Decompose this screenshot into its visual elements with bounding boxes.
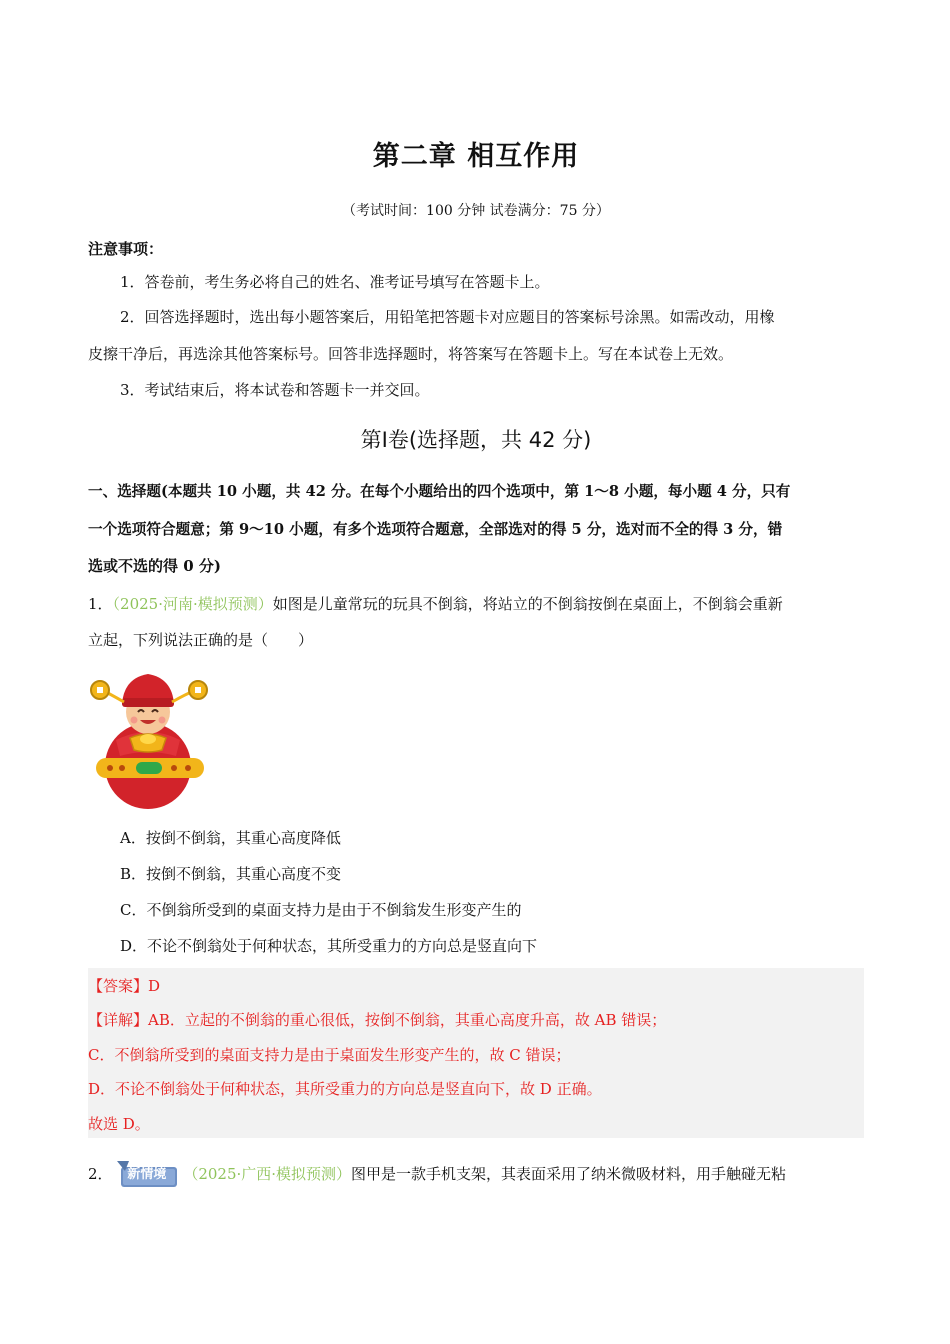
- answer-panel: [88, 968, 864, 1138]
- option-a: A．按倒不倒翁，其重心高度降低: [120, 829, 341, 847]
- question-1-stem-cont: 立起，下列说法正确的是（ ）: [88, 631, 314, 649]
- detail-line-3: D．不论不倒翁处于何种状态，其所受重力的方向总是竖直向下，故 D 正确。: [88, 1080, 602, 1098]
- new-scenario-badge: [117, 1161, 179, 1189]
- source-tag: （2025·广西·模拟预测）: [183, 1165, 352, 1183]
- detail-text: AB．立起的不倒翁的重心很低，按倒不倒翁，其重心高度升高，故 AB 错误；: [148, 1011, 667, 1029]
- instructions-line-1: 一、选择题(本题共 10 小题，共 42 分。在每个小题给出的四个选项中，第 1～8 小题，每小题 4 分，只有: [88, 483, 791, 500]
- page-title: 第二章 相互作用: [372, 141, 580, 172]
- source-tag: （2025·河南·模拟预测）: [112, 595, 273, 613]
- detail-line-1: [88, 1008, 666, 1032]
- option-d: D．不论不倒翁处于何种状态，其所受重力的方向总是竖直向下: [120, 937, 538, 955]
- question-number: 2．: [88, 1165, 113, 1183]
- notice-item-3: 3．考试结束后，将本试卷和答题卡一并交回。: [120, 381, 430, 399]
- notice-item-1: 1．答卷前，考生务必将自己的姓名、准考证号填写在答题卡上。: [120, 273, 550, 291]
- badge-label: 新情境: [127, 1167, 167, 1182]
- notice-item-2: 2．回答选择题时，选出每小题答案后，用铅笔把答题卡对应题目的答案标号涂黑。如需改动，用橡: [120, 308, 775, 326]
- question-1-stem: [88, 586, 783, 623]
- section-title: 第Ⅰ卷(选择题，共 42 分): [360, 428, 592, 452]
- question-text: 图甲是一款手机支架，其表面采用了纳米微吸材料，用手触碰无粘: [351, 1165, 787, 1183]
- option-b: B．按倒不倒翁，其重心高度不变: [120, 865, 342, 883]
- detail-label: 【详解】: [88, 1011, 149, 1029]
- exam-info: （考试时间：100 分钟 试卷满分：75 分）: [342, 203, 610, 219]
- notice-item-2-cont: 皮擦干净后，再选涂其他答案标号。回答非选择题时，将答案写在答题卡上。写在本试卷上无效。: [88, 345, 734, 363]
- answer-line: 【答案】D: [88, 977, 161, 995]
- instructions-line-2: 一个选项符合题意；第 9～10 小题，有多个选项符合题意，全部选对的得 5 分，选对而不全的得 3 分，错: [88, 521, 783, 538]
- notice-heading: 注意事项：: [88, 240, 164, 258]
- question-2-stem: [88, 1156, 786, 1193]
- instructions-line-3: 选或不选的得 0 分): [88, 557, 221, 575]
- question-text: 如图是儿童常玩的玩具不倒翁，将站立的不倒翁按倒在桌面上，不倒翁会重新: [272, 595, 783, 613]
- detail-line-2: C．不倒翁所受到的桌面支持力是由于桌面发生形变产生的，故 C 错误；: [88, 1046, 571, 1064]
- detail-line-4: 故选 D。: [88, 1115, 150, 1133]
- option-c: C．不倒翁所受到的桌面支持力是由于不倒翁发生形变产生的: [120, 901, 522, 919]
- question-number: 1．: [88, 595, 113, 613]
- tumbler-toy-image: [88, 660, 212, 810]
